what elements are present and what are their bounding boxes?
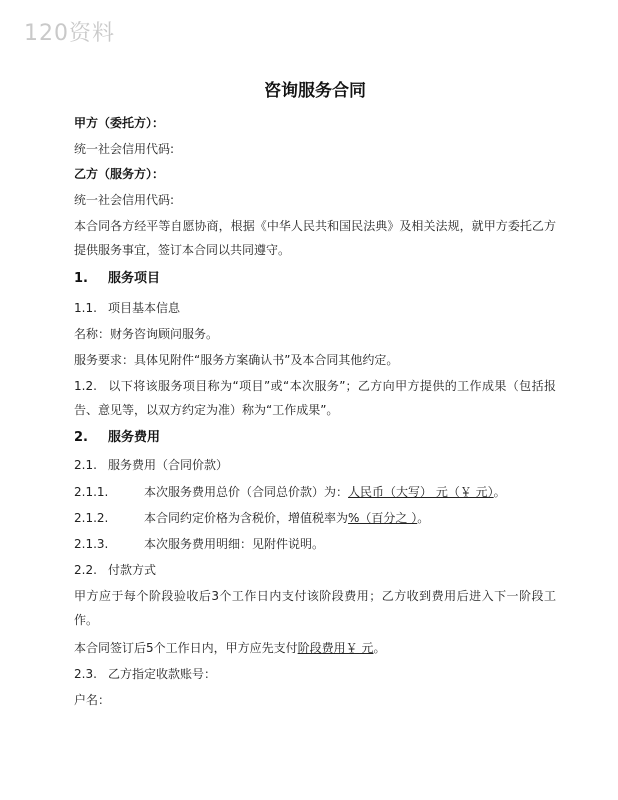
clause-text: 付款方式 — [108, 563, 157, 577]
section-title: 服务项目 — [108, 271, 161, 286]
document-title: 咨询服务合同 — [264, 81, 366, 101]
clause-end: 。 — [417, 511, 430, 525]
tax-rate-blank: %（百分之 ） — [348, 511, 418, 525]
party-a-label: 甲方（委托方）： — [74, 116, 165, 130]
clause-1-2 — [74, 374, 556, 422]
clause-text: 以下将该服务项目称为“项目”或“本次服务”；乙方向甲方提供的工作成果（包括报告、意见等，以双方约定为准）称为“工作成果”。 — [74, 379, 556, 417]
clause-text: 本次服务费用明细：见附件说明。 — [144, 537, 325, 551]
clause-2-1 — [74, 458, 228, 472]
clause-end: 。 — [493, 485, 506, 499]
party-b-label: 乙方（服务方）： — [74, 167, 165, 181]
clause-text: 项目基本信息 — [108, 301, 181, 315]
section-number: 1. — [74, 271, 88, 286]
section-number: 2. — [74, 430, 88, 445]
section-title: 服务费用 — [108, 430, 161, 445]
clause-2-1-2 — [74, 511, 429, 525]
clause-number: 2.3. — [74, 667, 97, 681]
total-price-blank: 人民币（大写） 元（￥ 元） — [348, 485, 494, 499]
clause-2-1-3 — [74, 537, 324, 551]
party-a-credit-code: 统一社会信用代码: — [74, 142, 175, 156]
clause-2-3 — [74, 667, 216, 681]
advance-text: 本合同签订后5个工作日内，甲方应先支付 — [74, 641, 298, 655]
clause-text: 本次服务费用总价（合同总价款）为： — [144, 485, 349, 499]
clause-number: 2.1. — [74, 458, 97, 472]
clause-number: 2.1.3. — [74, 537, 109, 551]
clause-text: 服务费用（合同价款） — [108, 458, 229, 472]
service-name-line: 名称：财务咨询顾问服务。 — [74, 327, 219, 341]
section-2-heading — [74, 431, 160, 445]
section-1-heading — [74, 272, 160, 286]
advance-payment-line — [74, 641, 385, 655]
payment-paragraph: 甲方应于每个阶段验收后3个工作日内支付该阶段费用；乙方收到费用后进入下一阶段工作。 — [74, 589, 556, 627]
clause-1-1 — [74, 301, 180, 315]
clause-number: 1.2. — [74, 379, 97, 393]
clause-number: 1.1. — [74, 301, 97, 315]
intro-paragraph: 本合同各方经平等自愿协商，根据《中华人民共和国民法典》及相关法规，就甲方委托乙方提供服务事宜，签订本合同以共同遵守。 — [74, 219, 556, 257]
clause-number: 2.1.2. — [74, 511, 109, 525]
clause-number: 2.1.1. — [74, 485, 109, 499]
watermark: 120资料 — [24, 21, 115, 46]
clause-2-1-1 — [74, 485, 506, 499]
account-name-line: 户名： — [74, 693, 111, 707]
advance-end: 。 — [373, 641, 386, 655]
party-b-credit-code: 统一社会信用代码: — [74, 193, 175, 207]
clause-number: 2.2. — [74, 563, 97, 577]
clause-2-2 — [74, 563, 156, 577]
clause-text: 本合同约定价格为含税价，增值税率为 — [144, 511, 349, 525]
clause-text: 乙方指定收款账号： — [108, 667, 217, 681]
service-requirement-line: 服务要求：具体见附件“服务方案确认书”及本合同其他约定。 — [74, 353, 399, 367]
advance-amount-blank: 阶段费用￥ 元 — [297, 641, 374, 655]
